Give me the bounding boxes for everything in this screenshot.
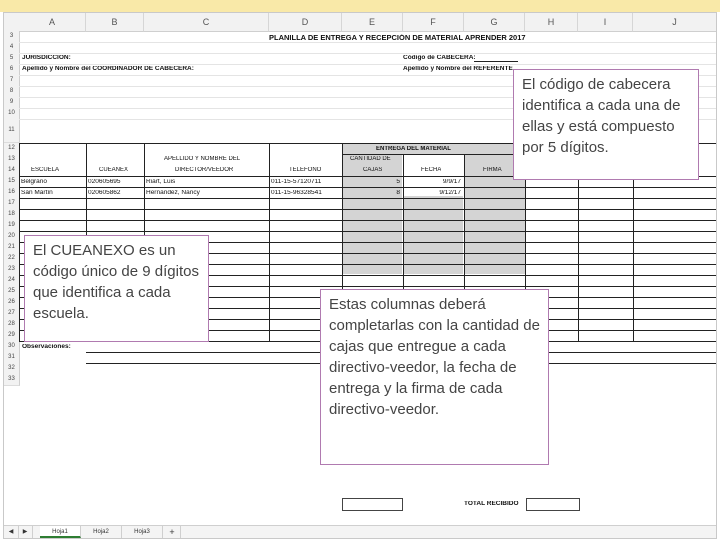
- row-header[interactable]: 23: [4, 264, 20, 276]
- column-header-b[interactable]: B: [86, 13, 144, 32]
- row-header[interactable]: 31: [4, 352, 20, 364]
- table-border: [578, 176, 579, 341]
- row-header[interactable]: 30: [4, 341, 20, 353]
- codigo-cabecera-line: [474, 61, 518, 62]
- sheet-tab-hoja1[interactable]: Hoja1: [40, 526, 81, 538]
- row-header[interactable]: 7: [4, 75, 20, 87]
- row-header[interactable]: 19: [4, 220, 20, 232]
- gridline: [19, 42, 716, 43]
- row-header[interactable]: 6: [4, 64, 20, 76]
- jurisdiccion-label[interactable]: JURISDICCIÓN:: [22, 55, 71, 61]
- row-header[interactable]: 12: [4, 143, 20, 155]
- header-fecha[interactable]: FECHA: [421, 167, 442, 173]
- row-header[interactable]: 18: [4, 209, 20, 221]
- column-header-d[interactable]: D: [269, 13, 342, 32]
- table-border: [19, 187, 716, 188]
- row-header[interactable]: 14: [4, 165, 20, 177]
- row-header[interactable]: 3: [4, 31, 20, 43]
- sheet-title[interactable]: PLANILLA DE ENTREGA Y RECEPCIÓN DE MATERIAL APRENDER 2017: [269, 34, 526, 42]
- table-border: [633, 176, 634, 341]
- total-recibido-box[interactable]: [526, 498, 580, 511]
- cell-telefono[interactable]: 011-15-96328541: [271, 190, 322, 196]
- header-escuela[interactable]: ESCUELA: [31, 167, 60, 173]
- column-header-h[interactable]: H: [525, 13, 578, 32]
- table-border: [342, 154, 525, 155]
- callout-cueanexo: El CUEANEXO es un código único de 9 dígitos que identifica a cada escuela.: [24, 235, 209, 342]
- sheet-tab-hoja2[interactable]: Hoja2: [81, 526, 122, 538]
- sheet-tab-bar: [4, 525, 716, 539]
- table-border: [19, 231, 716, 232]
- table-border: [19, 198, 716, 199]
- column-header-f[interactable]: F: [403, 13, 464, 32]
- row-header[interactable]: 17: [4, 198, 20, 210]
- header-cantidad-2[interactable]: CAJAS: [363, 167, 383, 173]
- row-header[interactable]: 4: [4, 42, 20, 54]
- gridline: [19, 64, 716, 65]
- row-header[interactable]: 24: [4, 275, 20, 287]
- row-header[interactable]: 11: [4, 119, 20, 143]
- cell-telefono[interactable]: 011-15-57120711: [271, 179, 322, 185]
- column-header-c[interactable]: C: [144, 13, 269, 32]
- table-border: [19, 220, 716, 221]
- select-all-corner[interactable]: [4, 13, 20, 32]
- row-header[interactable]: 32: [4, 363, 20, 375]
- total-cajas-box[interactable]: [342, 498, 403, 511]
- codigo-cabecera-label[interactable]: Código de CABECERA:: [403, 55, 476, 61]
- row-header[interactable]: 27: [4, 308, 20, 320]
- row-header[interactable]: 25: [4, 286, 20, 298]
- cell-director[interactable]: Hernandez, Nancy: [146, 190, 200, 196]
- row-header[interactable]: 15: [4, 176, 20, 188]
- row-header[interactable]: 5: [4, 53, 20, 65]
- header-cueanex[interactable]: CUEANEX: [99, 167, 129, 173]
- cell-escuela[interactable]: Belgrano: [21, 179, 48, 185]
- gridline: [19, 53, 716, 54]
- coordinador-label[interactable]: Apellido y Nombre del COORDINADOR DE CABECERA:: [22, 66, 194, 72]
- column-header-j[interactable]: J: [633, 13, 717, 32]
- row-header[interactable]: 22: [4, 253, 20, 265]
- header-cantidad-1[interactable]: CANTIDAD DE: [350, 156, 391, 162]
- cell-cajas[interactable]: 8: [396, 190, 400, 196]
- cell-fecha[interactable]: 9/12/17: [439, 190, 461, 196]
- cell-cueanex[interactable]: 020605862: [88, 190, 121, 196]
- row-header[interactable]: 29: [4, 330, 20, 342]
- cell-fecha[interactable]: 9/9/17: [442, 179, 461, 185]
- cell-cueanex[interactable]: 020605695: [88, 179, 121, 185]
- row-header[interactable]: 20: [4, 231, 20, 243]
- callout-codigo-cabecera: El código de cabecera identifica a cada una de ellas y está compuesto por 5 dígitos.: [513, 69, 699, 180]
- header-telefono[interactable]: TELÉFONO: [289, 167, 322, 173]
- sheet-tab-hoja3[interactable]: Hoja3: [122, 526, 163, 538]
- cell-escuela[interactable]: San Martín: [21, 190, 53, 196]
- total-recibido-label[interactable]: TOTAL RECIBIDO: [464, 501, 519, 507]
- column-header-a[interactable]: A: [19, 13, 86, 32]
- table-border: [269, 143, 270, 341]
- referente-label[interactable]: Apellido y Nombre del REFERENTE: [403, 66, 513, 72]
- cell-director[interactable]: Riart, Luis: [146, 179, 176, 185]
- callout-columnas: Estas columnas deberá completarlas con la cantidad de cajas que entregue a cada directivo-veedor, la fecha de entrega y la firma de cada directivo-veedor.: [320, 289, 549, 465]
- header-apellido-2[interactable]: DIRECTOR/VEEDOR: [175, 167, 234, 173]
- header-apellido-1[interactable]: APELLIDO Y NOMBRE DEL: [164, 156, 241, 162]
- column-header-g[interactable]: G: [464, 13, 525, 32]
- top-band: [0, 0, 720, 12]
- column-header-e[interactable]: E: [342, 13, 403, 32]
- row-header[interactable]: 9: [4, 97, 20, 109]
- row-header[interactable]: 8: [4, 86, 20, 98]
- entrega-header[interactable]: ENTREGA DEL MATERIAL: [376, 145, 451, 152]
- add-sheet-button[interactable]: +: [164, 526, 181, 538]
- row-header[interactable]: 10: [4, 108, 20, 120]
- cell-cajas[interactable]: 5: [396, 179, 400, 185]
- row-header[interactable]: 26: [4, 297, 20, 309]
- scroll-left-icon[interactable]: ◀: [4, 526, 19, 538]
- row-header[interactable]: 21: [4, 242, 20, 254]
- header-firma[interactable]: FIRMA: [483, 167, 502, 173]
- table-border: [19, 143, 20, 341]
- column-header-i[interactable]: I: [578, 13, 633, 32]
- row-header[interactable]: 16: [4, 187, 20, 199]
- row-header[interactable]: 33: [4, 374, 20, 386]
- row-header[interactable]: 13: [4, 154, 20, 166]
- table-border: [19, 209, 716, 210]
- fecha-column-shade: [403, 196, 463, 274]
- spreadsheet-window: [3, 12, 717, 539]
- row-header[interactable]: 28: [4, 319, 20, 331]
- observaciones-label[interactable]: Observaciones:: [22, 344, 71, 350]
- scroll-right-icon[interactable]: ▶: [18, 526, 33, 538]
